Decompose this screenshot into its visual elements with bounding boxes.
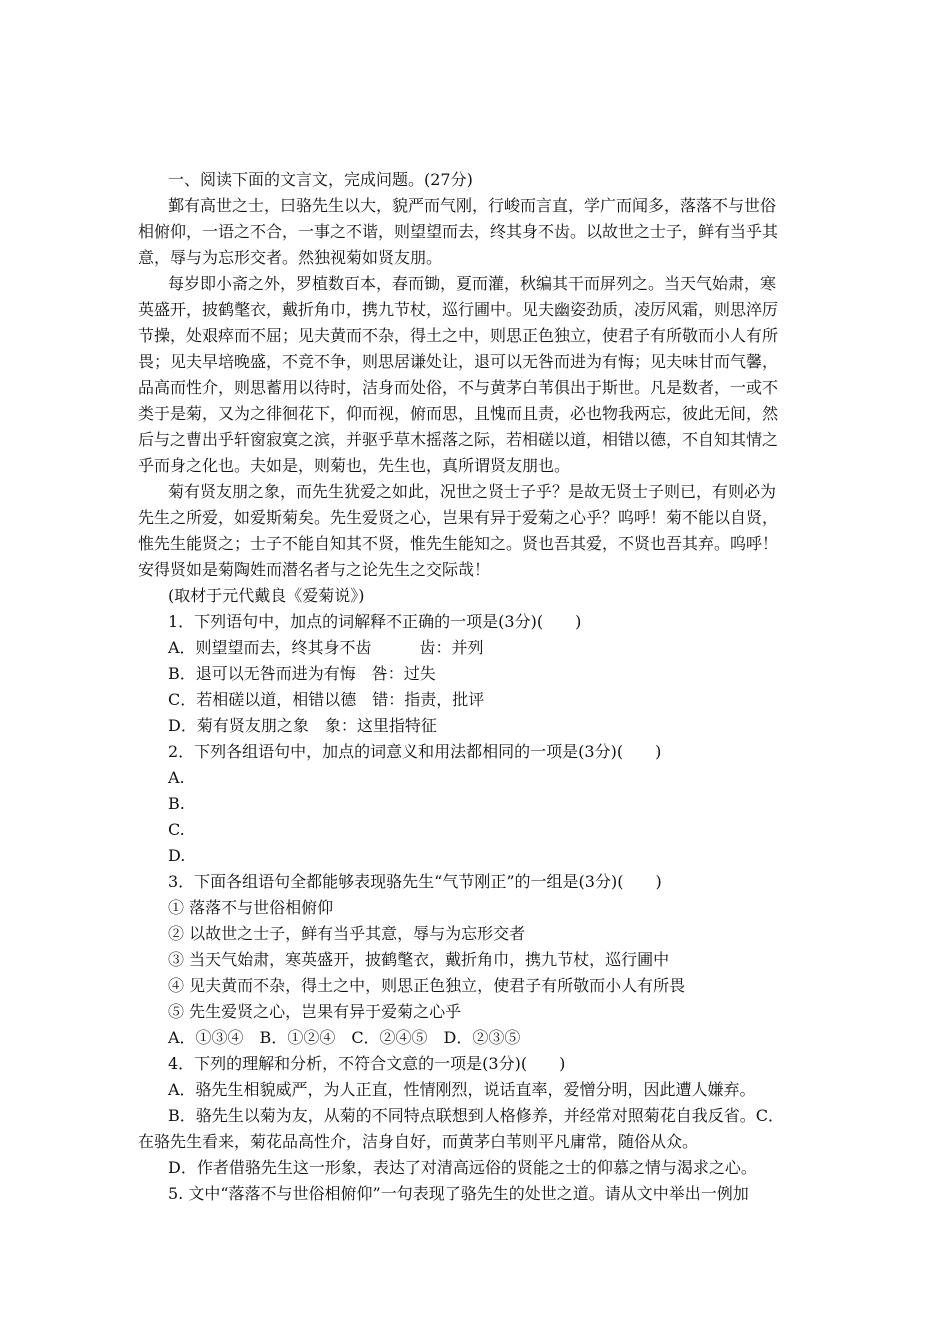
- passage-line: 惟先生能贤之；士子不能自知其不贤，惟先生能知之。贤也吾其爱，不贤也吾其弃。呜呼！: [138, 534, 779, 553]
- passage-line: 安得贤如是菊陶姓而潜名者与之论先生之交际哉！: [138, 560, 491, 579]
- question-line: 2．下列各组语句中，加点的词意义和用法都相同的一项是(3分)( ): [168, 742, 662, 761]
- passage-line: 乎而身之化也。夫如是，则菊也，先生也，真所谓贤友朋也。: [138, 456, 571, 475]
- passage-line: 意，辱与为忘形交者。然独视菊如贤友朋。: [138, 248, 443, 267]
- passage-line: 后与之曹出乎轩窗寂寞之滨，并驱乎草木摇落之际，若相磋以道，相错以德，不自知其情之: [138, 430, 779, 449]
- question-line: 5. 文中“落落不与世俗相俯仰”一句表现了骆先生的处世之道。请从文中举出一例加: [168, 1184, 749, 1203]
- question-line: ② 以故世之士子，鲜有当乎其意，辱与为忘形交者: [168, 924, 526, 943]
- source-citation: (取材于元代戴良《爱菊说》): [168, 586, 365, 605]
- passage-line: 节操，处艰瘁而不屈；见夫黄而不杂，得土之中，则思正色独立，使君子有所敬而小人有所: [138, 326, 779, 345]
- question-line: C.: [168, 820, 185, 839]
- passage-line: 鄞有高世之士，曰骆先生以大，貌严而气刚，行峻而言直，学广而闻多，落落不与世俗: [168, 196, 777, 215]
- question-line: 在骆先生看来，菊花品高性介，洁身自好，而黄茅白苇则平凡庸常，随俗从众。: [138, 1132, 699, 1151]
- question-line: ③ 当天气始肃，寒英盛开，披鹤氅衣，戴折角巾，携九节杖，巡行圃中: [168, 950, 670, 969]
- question-line: ④ 见夫黄而不杂，得土之中，则思正色独立，使君子有所敬而小人有所畏: [168, 976, 686, 995]
- question-line: 4．下列的理解和分析，不符合文意的一项是(3分)( ): [168, 1054, 566, 1073]
- question-line: 1．下列语句中，加点的词解释不正确的一项是(3分)( ): [168, 612, 582, 631]
- passage-line: 英盛开，披鹤氅衣，戴折角巾，携九节杖，巡行圃中。见夫幽姿劲质，凌厉风霜，则思淬厉: [138, 300, 779, 319]
- question-line: B．退可以无咎而进为有悔 咎：过失: [168, 664, 436, 683]
- passage-line: 每岁即小斋之外，罗植数百本，春而锄，夏而灌，秋编其干而屏列之。当天气始肃，寒: [168, 274, 777, 293]
- section-heading: 一、阅读下面的文言文，完成问题。(27分): [168, 170, 473, 189]
- question-line: ① 落落不与世俗相俯仰: [168, 898, 334, 917]
- passage-line: 畏；见夫早培晚盛，不竞不争，则思居谦处让，退可以无咎而进为有悔；见夫味甘而气馨，: [138, 352, 779, 371]
- question-line: A．①③④ B．①②④ C．②④⑤ D．②③⑤: [168, 1028, 521, 1047]
- question-line: D.: [168, 846, 186, 865]
- question-line: D．菊有贤友朋之象 象：这里指特征: [168, 716, 437, 735]
- question-line: A．则望望而去，终其身不齿 齿：并列: [168, 638, 484, 657]
- passage-line: 品高而性介，则思蓄用以待时，洁身而处俗，不与黄茅白苇俱出于斯世。凡是数者，一或不: [138, 378, 779, 397]
- passage-line: 先生之所爱，如爱斯菊矣。先生爱贤之心，岂果有异于爱菊之心乎？呜呼！菊不能以自贤，: [138, 508, 779, 527]
- question-line: B.: [168, 794, 185, 813]
- question-line: C．若相磋以道，相错以德 错：指责，批评: [168, 690, 485, 709]
- question-line: A．骆先生相貌威严，为人正直，性情刚烈，说话直率，爱憎分明，因此遭人嫌弃。: [168, 1080, 756, 1099]
- passage-line: 相俯仰，一语之不合，一事之不谐，则望望而去，终其身不齿。以故世之士子，鲜有当乎其: [138, 222, 779, 241]
- question-line: D．作者借骆先生这一形象，表达了对清高远俗的贤能之士的仰慕之情与渴求之心。: [168, 1158, 757, 1177]
- passage-line: 菊有贤友朋之象，而先生犹爱之如此，况世之贤士子乎？是故无贤士子则已，有则必为: [168, 482, 777, 501]
- passage-line: 类于是菊，又为之徘徊花下，仰而视，俯而思，且愧而且责，必也物我两忘，彼此无间，然: [138, 404, 779, 423]
- question-line: A.: [168, 768, 185, 787]
- question-line: B．骆先生以菊为友，从菊的不同特点联想到人格修养，并经常对照菊花自我反省。C．: [168, 1106, 785, 1125]
- question-line: 3．下面各组语句全都能够表现骆先生“气节刚正”的一组是(3分)( ): [168, 872, 662, 891]
- question-line: ⑤ 先生爱贤之心，岂果有异于爱菊之心乎: [168, 1002, 462, 1021]
